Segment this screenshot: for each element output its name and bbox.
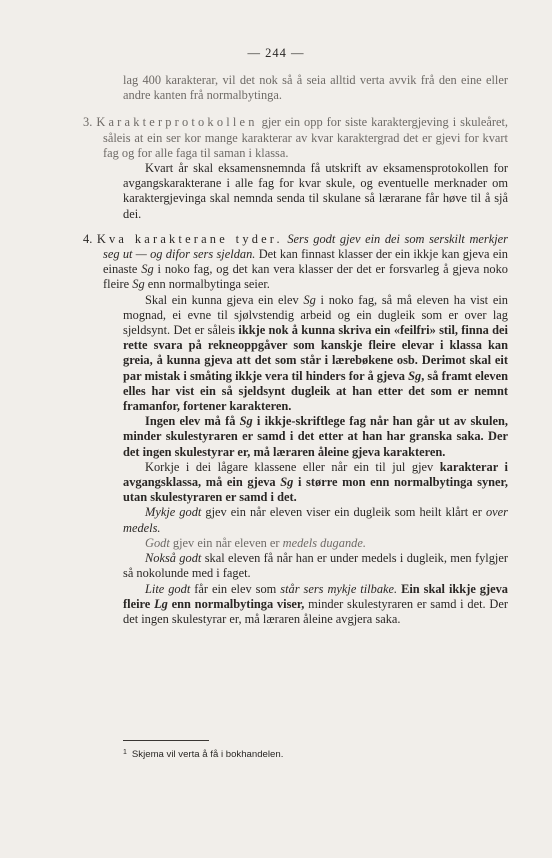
footnote — [123, 749, 283, 760]
text-run: får ein elev som — [194, 581, 277, 596]
bold-run: Ingen elev må få — [145, 414, 236, 429]
footnote-rule — [123, 740, 209, 741]
paragraph-skal-ein — [123, 293, 508, 415]
italic-run: over medels. — [123, 505, 509, 535]
section-3-number: 3. — [83, 115, 93, 130]
section-3-text: gjer ein opp for siste karaktergjeving i skuleåret, såleis at ein ser kor mange karakterar av kvar karaktergrad det er gjevi for kvart fag og for alle faga til saman i klassa. — [103, 115, 509, 160]
sg-symbol: Sg — [303, 292, 316, 307]
grade-label: Nokså godt — [145, 551, 202, 566]
section-4-number: 4. — [83, 231, 93, 246]
text-run: gjev ein når eleven er — [172, 535, 280, 550]
section-4-heading: Kva karakterane tyder. — [96, 231, 283, 246]
paragraph-ingen-elev — [123, 414, 508, 460]
bold-run: i ikkje-skriftlege fag når han går ut av skulen, minder skulestyraren er samd i det etter at han har granska saka. Der det ingen skulestyrar er, må læraren åleine gjeva karakteren. — [123, 414, 508, 459]
intro-paragraph: lag 400 karakterar, vil det nok så å seia alltid verta avvik frå den eine eller andre kanten frå normalbytinga. — [123, 73, 508, 103]
section-4-italic-lead: Sers godt gjev ein dei som serskilt merkjer seg ut — og difor sers sjeldan. — [103, 231, 508, 262]
bold-run: enn normalbytinga viser, — [171, 596, 305, 611]
text-run: Skal ein kunna gjeva ein elev — [145, 292, 299, 307]
footnote-text: Skjema vil verta å få i bokhandelen. — [131, 749, 284, 760]
lg-symbol: Lg — [154, 596, 168, 611]
sg-symbol: Sg — [408, 368, 422, 383]
bold-run: karakterar i avgangsklassa, må ein gjeva — [123, 459, 508, 490]
paragraph-korkje — [123, 460, 508, 506]
paragraph-mykje-godt — [123, 505, 508, 535]
italic-run: medels dugande. — [282, 535, 366, 550]
sg-symbol: Sg — [141, 262, 154, 277]
grade-label: Mykje godt — [145, 505, 202, 520]
section-4-text-b: i noko fag, og det kan vera klasser der det er forsvarleg å gjeva noko fleire — [103, 262, 508, 292]
section-3-paragraph-2: Kvart år skal eksamensnemnda få utskrift av eksamensprotokollen for avgangskarakterane i alle fag for kvar skule, og eventuelle merknader om karaktergjevinga skal nemnda senda til skulane så lærarane får høve til å sjå dei. — [123, 161, 508, 221]
section-4-text-c: enn normalbytinga seier. — [147, 277, 270, 292]
body-text — [83, 73, 509, 627]
text-run: Korkje i dei lågare klassene eller når ein til jul gjev — [145, 459, 434, 474]
sg-symbol: Sg — [132, 277, 145, 292]
paragraph-godt — [123, 536, 508, 551]
bold-run: i større mon enn normalbytinga syner, utan skulestyraren er samd i det. — [123, 475, 509, 505]
section-3-paragraph — [83, 115, 509, 161]
italic-run: står sers mykje tilbake. — [280, 581, 398, 596]
section-3-heading: Karakterprotokollen — [96, 115, 258, 130]
sg-symbol: Sg — [280, 475, 294, 490]
footnote-mark: 1 — [123, 749, 127, 756]
bold-run: ikkje nok å kunna skriva ein «feilfri» stil, finna dei rette svara på rekneoppgåver som kanskje fleire elevar i klassa kan greia, å kunna gjeva att det som står i lærebøkene osb. Derimot skal eit par mistak i småting ikkje vera til hinders for å gjeva — [123, 323, 508, 383]
grade-label: Lite godt — [145, 581, 191, 596]
bold-run: , så framt eleven elles har vist ein så sjeldsynt dugleik at han etter det som er nemnt framanfor, fortener karakteren. — [123, 368, 508, 414]
paragraph-lite-godt — [123, 582, 508, 628]
section-4-paragraph — [83, 231, 508, 293]
grade-label: Godt — [145, 535, 170, 550]
bold-run: Ein skal ikkje gjeva fleire — [123, 581, 508, 611]
text-run: skal eleven få når han er under medels i dugleik, men fylgjer så nokolunde med i faget. — [123, 551, 508, 581]
text-run: gjev ein når eleven viser ein dugleik som heilt klårt er — [205, 505, 482, 520]
paragraph-noksa-godt — [123, 551, 508, 581]
sg-symbol: Sg — [239, 414, 253, 429]
text-run: minder skulestyraren er samd i det. Der det ingen skulestyrar er, må læraren åleine avgjera saka. — [123, 596, 508, 626]
page-number: — 244 — — [247, 46, 305, 60]
section-4-text-a: Det kan finnast klasser der ein ikkje kan gjeva ein einaste — [103, 247, 508, 277]
text-run: i noko fag, så må eleven ha vist ein mognad, ei evne til sjølvstendig arbeid og ein dugleik som er over lag sjeldsynt. Det er såleis — [123, 292, 508, 338]
